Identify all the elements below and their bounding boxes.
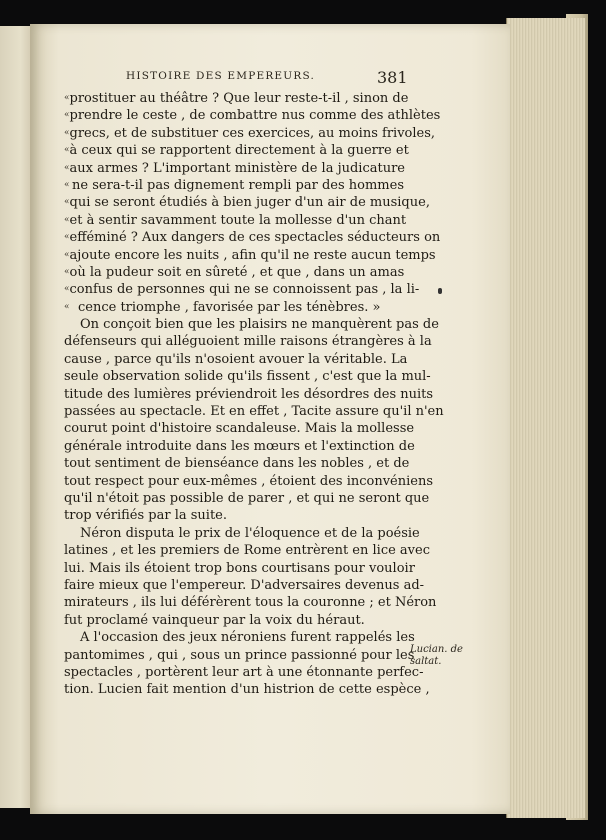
text-line [64,490,430,507]
margin-note-line: saltat. [410,656,442,667]
text-line [64,681,430,698]
line-text: seule observation solide qu'ils fissent , c'est que la mul- [64,369,431,385]
line-text: trop vérifiés par la suite. [64,508,228,524]
line-text: Néron disputa le prix de l'éloquence et de la poésie [80,525,420,541]
line-text: et à sentir savamment toute la mollesse d'un chant [69,212,407,228]
text-line [64,229,441,246]
quote-mark: « [64,232,70,243]
text-line [64,160,404,177]
quote-mark: « [64,284,70,295]
text-line [64,629,415,646]
text-line [64,212,407,229]
line-text: tout respect pour eux-mêmes , étoient des inconvéniens [64,473,434,489]
text-line [64,125,436,142]
line-text: On conçoit bien que les plaisirs ne manquèrent pas de [80,317,439,333]
line-text: aux armes ? L'important ministère de la judicature [69,160,406,176]
line-text: ajoute encore les nuits , afin qu'il ne reste aucun temps [69,247,436,263]
quote-mark: « [64,179,70,190]
margin-note [410,644,470,668]
ink-spot [438,288,442,294]
text-line [64,368,431,385]
line-text: ne sera-t-il pas dignement rempli par des hommes [72,177,404,193]
text-line [64,664,424,681]
line-text: spectacles , portèrent leur art à une étonnante perfec- [64,664,424,680]
line-text: où la pudeur soit en sûreté , et que , dans un amas [69,264,405,280]
line-text: prostituer au théâtre ? Que leur reste-t-il , sinon de [69,91,409,106]
line-text: prendre le ceste , de combattre nus comme des athlètes [69,108,441,124]
text-line [64,560,415,577]
text-line [64,386,434,403]
page-block-edge [506,18,585,818]
quote-mark: « [64,197,70,208]
text-line [64,577,425,594]
line-text: latines , et les premiers de Rome entrèrent en lice avec [64,543,430,559]
line-text: pantomimes , qui , sous un prince passionné pour les [64,647,415,663]
text-line [64,647,415,664]
line-text: titude des lumières préviendroit les désordres des nuits [64,386,434,402]
text-line [64,264,404,281]
quote-mark: « [64,301,70,312]
text-line [64,403,444,420]
line-text: passées au spectacle. Et en effet , Tacite assure qu'il n'en [64,404,444,420]
line-text: fut proclamé vainqueur par la voix du héraut. [64,612,365,628]
text-line [64,455,410,472]
text-line [64,142,409,159]
text-line [64,473,434,490]
quote-mark: « [64,214,70,225]
line-text: à ceux qui se rapportent directement à la guerre et [69,143,409,159]
line-text: courut point d'histoire scandaleuse. Mais la mollesse [64,421,415,437]
line-text: cence triomphe , favorisée par les ténèbres. » [78,299,381,315]
text-line [64,299,404,316]
text-line [64,351,408,368]
line-text: lui. Mais ils étoient trop bons courtisans pour vouloir [64,560,415,576]
line-text: défenseurs qui alléguoient mille raisons étrangères à la [64,334,432,350]
line-text: tion. Lucien fait mention d'un histrion de cette espèce , [64,682,430,698]
text-line [64,107,441,124]
text-line [64,247,436,264]
quote-mark: « [64,110,70,121]
line-text: efféminé ? Aux dangers de ces spectacles séducteurs on [69,230,441,246]
line-text: grecs, et de substituer ces exercices, au moins frivoles, [69,125,436,141]
quote-mark: « [64,127,70,138]
line-text: confus de personnes qui ne se connoissent pas , la li- [69,282,420,298]
text-line [64,90,409,107]
line-text: faire mieux que l'empereur. D'adversaires devenus ad- [64,577,425,593]
text-line [64,316,439,333]
quote-mark: « [64,93,70,103]
line-text: A l'occasion des jeux néroniens furent rappelés les [80,630,415,646]
text-line [64,542,430,559]
line-text: générale introduite dans les mœurs et l'extinction de [64,438,415,454]
line-text: cause , parce qu'ils n'osoient avouer la véritable. La [64,351,408,367]
line-text: mirateurs , ils lui déférèrent tous la couronne ; et Néron [64,595,437,611]
page-number: 381 [377,68,408,87]
text-line [64,525,420,542]
line-text: qui se seront étudiés à bien juger d'un air de musique, [69,195,430,211]
text-line [64,612,404,629]
quote-mark: « [64,266,70,277]
text-line [64,333,432,350]
text-line [64,177,404,194]
text-line [64,507,404,524]
quote-mark: « [64,162,70,173]
text-line [64,420,415,437]
running-title: HISTOIRE DES EMPEREURS. [126,70,316,82]
text-line [64,438,415,455]
margin-note-line: Lucian. de [410,644,463,655]
text-line [64,594,437,611]
text-line [64,281,420,298]
line-text: qu'il n'étoit pas possible de parer , et qui ne seront que [64,490,430,506]
quote-mark: « [64,145,70,156]
quote-mark: « [64,249,70,260]
line-text: tout sentiment de bienséance dans les nobles , et de [64,456,410,472]
text-line [64,194,430,211]
